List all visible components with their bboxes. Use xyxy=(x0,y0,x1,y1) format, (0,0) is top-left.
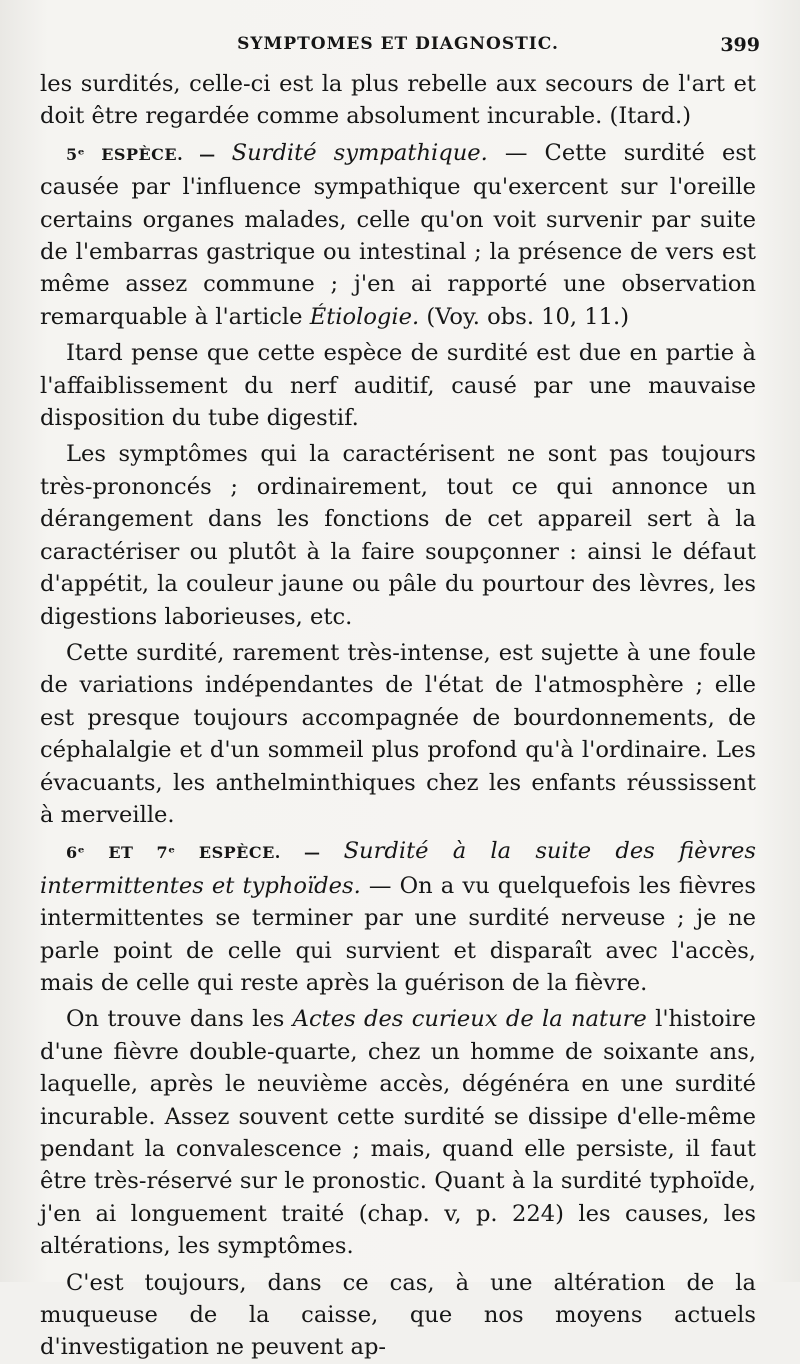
paragraph-text: Les symptômes qui la caractérisent ne sont pas toujours très-prononcés ; ordinairement, tout ce qui annonce un dérangement dans les fonctions de cet appareil sert à la caractériser ou plutôt à la faire soupçonner : ainsi le défaut d'appétit, la couleur jaune ou pâle du pourtour des lèvres, les digestions laborieuses, etc. xyxy=(40,441,756,630)
paragraph-1 xyxy=(40,68,756,133)
paragraph-4 xyxy=(40,438,756,632)
paragraph-6 xyxy=(40,835,756,999)
paragraph-5 xyxy=(40,637,756,831)
paragraph-text: l'histoire d'une fièvre double-quarte, chez un homme de soixante ans, laquelle, après le neuvième accès, dégénéra en une surdité incurable. Assez souvent cette surdité se dissipe d'elle-même pendant la convalescence ; mais, quand elle persiste, il faut être très-réservé sur le pronostic. Quant à la surdité typhoïde, j'en ai longuement traité (chap. v, p. 224) les causes, les altérations, les symptômes. xyxy=(40,1006,756,1260)
italic-reference: Étiologie. xyxy=(309,303,420,330)
running-head xyxy=(40,34,760,68)
paragraph-text: — On a vu quelquefois les fièvres intermittentes se terminer par une surdité nerveuse ; je ne parle point de celle qui survient et disparaît avec l'accès, mais de celle qui reste après la guérison de la fièvre. xyxy=(40,872,756,996)
running-title: SYMPTOMES ET DIAGNOSTIC. xyxy=(237,34,559,54)
paragraph-2 xyxy=(40,137,756,333)
paragraph-text: les surdités, celle-ci est la plus rebelle aux secours de l'art et doit être regardée comme absolument incurable. (Itard.) xyxy=(40,71,756,130)
paragraph-3 xyxy=(40,337,756,434)
section-heading: 6ᵉ ET 7ᵉ ESPÈCE. — xyxy=(66,843,344,863)
section-heading: 5ᵉ ESPÈCE. — xyxy=(66,144,232,164)
italic-reference: Actes des curieux de la nature xyxy=(292,1006,647,1033)
paragraph-text: (Voy. obs. 10, 11.) xyxy=(419,303,630,330)
paragraph-text: Itard pense que cette espèce de surdité est due en partie à l'affaiblissement du nerf auditif, causé par une mauvaise disposition du tube digestif. xyxy=(40,340,756,432)
section-title: Surdité sympathique. xyxy=(231,139,488,166)
paragraph-text: — Cette surdité est causée par l'influence sympathique qu'exercent sur l'oreille certains organes malades, celle qu'on voit survenir par suite de l'embarras gastrique ou intestinal ; la présence de vers est même assez commune ; j'en ai rapporté une observation remarquable à l'article xyxy=(40,139,756,330)
page-number: 399 xyxy=(720,34,760,56)
paragraph-text: Cette surdité, rarement très-intense, est sujette à une foule de variations indépendantes de l'état de l'atmosphère ; elle est presque toujours accompagnée de bourdonnements, de céphalalgie et d'un sommeil plus profond qu'à l'ordinaire. Les évacuants, les anthelminthiques chez les enfants réussissent à merveille. xyxy=(40,639,756,828)
paragraph-text: C'est toujours, dans ce cas, à une altération de la muqueuse de la caisse, que nos moyens actuels d'investigation ne peuvent ap- xyxy=(40,1269,756,1361)
paragraph-7 xyxy=(40,1003,756,1262)
paragraph-8 xyxy=(40,1267,756,1364)
body-text xyxy=(40,68,756,1364)
section-title: Surdité à la suite des fièvres intermittentes et typhoïdes. xyxy=(40,838,756,899)
paragraph-text: On trouve dans les xyxy=(66,1006,293,1033)
